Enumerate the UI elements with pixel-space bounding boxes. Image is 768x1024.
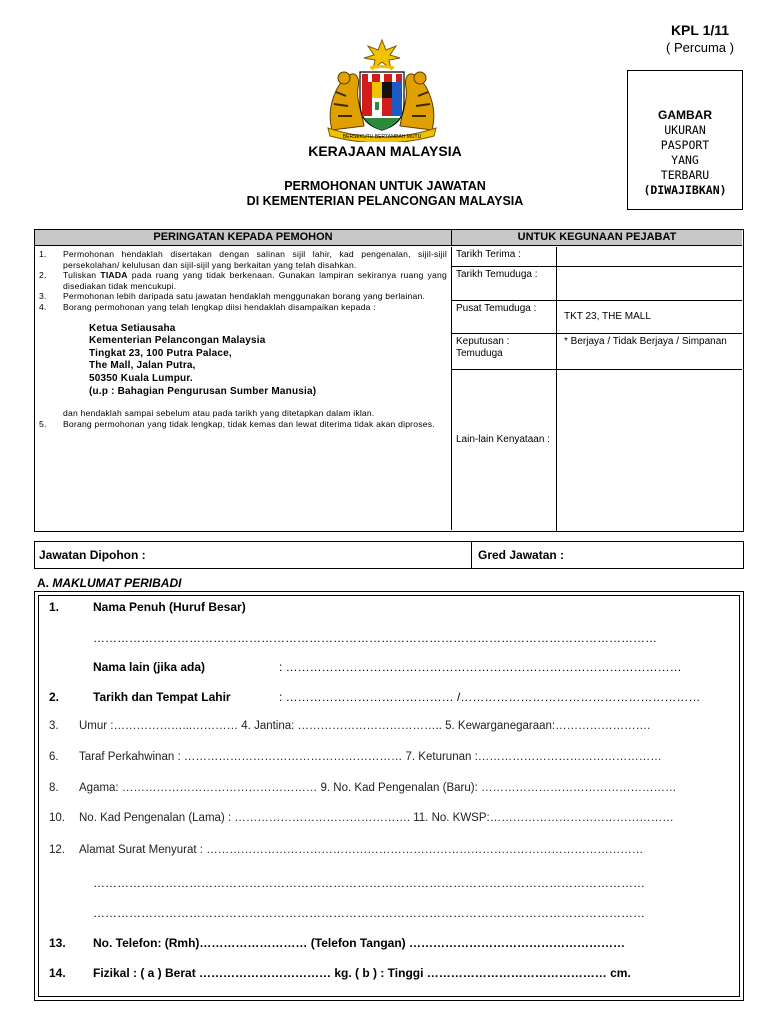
crest-motto: BERSEKUTU BERTAMBAH MUTU xyxy=(342,134,422,140)
photo-box-line4: YANG xyxy=(671,153,699,167)
warning-text: pada ruang yang tidak berkenaan. Gunakan lampiran sekiranya ruang yang disediakan tidak mencukupi. xyxy=(63,270,447,291)
section-a-title: MAKLUMAT PERIBADI xyxy=(52,576,182,590)
warning-text: Borang permohonan yang tidak lengkap, tidak kemas dan lewat diterima tidak akan diproses. xyxy=(63,418,435,429)
full-name-label: Nama Penuh (Huruf Besar) xyxy=(93,600,246,614)
photo-box-line3: PASPORT xyxy=(660,138,710,152)
form-title-line2: DI KEMENTERIAN PELANCONGAN MALAYSIA xyxy=(246,194,524,208)
address-line: Kementerian Pelancongan Malaysia xyxy=(89,335,266,347)
decision-label: Keputusan : Temuduga xyxy=(452,334,557,369)
warnings-heading: PERINGATAN KEPADA PEMOHON xyxy=(35,230,452,246)
warning-item xyxy=(39,270,447,291)
warning-emphasis: TIADA xyxy=(100,270,128,281)
field-number: 3. xyxy=(49,720,59,732)
form-note: ( Percuma ) xyxy=(666,40,734,55)
personal-info-inner xyxy=(38,595,740,997)
interview-date-field[interactable] xyxy=(558,267,742,300)
warnings-list xyxy=(35,247,452,530)
post-applied-field[interactable] xyxy=(35,542,472,568)
field-number: 14. xyxy=(49,966,66,980)
other-name-field[interactable]: : ……………………………………………………………………………………… xyxy=(279,660,682,674)
warning-num: 2. xyxy=(39,270,47,281)
passport-photo-box[interactable] xyxy=(627,70,743,210)
form-title-line1: PERMOHONAN UNTUK JAWATAN xyxy=(284,179,486,193)
mailing-address-line2[interactable]: ………………………………………………………………………………………………………………………… xyxy=(93,876,645,890)
field-number: 12. xyxy=(49,844,65,856)
form-title xyxy=(150,179,620,209)
field-number: 8. xyxy=(49,782,59,794)
field-number: 13. xyxy=(49,936,66,950)
office-row-remarks xyxy=(452,370,742,531)
warning-office-table xyxy=(34,229,744,532)
field-number: 10. xyxy=(49,812,65,824)
office-row-received xyxy=(452,247,742,267)
office-row-interview-center xyxy=(452,301,742,334)
warning-item xyxy=(39,419,447,430)
address-line: Tingkat 23, 100 Putra Palace, xyxy=(89,347,232,359)
warning-text: Permohonan hendaklah disertakan dengan salinan sijil lahir, kad pengenalan, sijil-sijil persekolahan/ kelulusan dan sijil-sijil yang berkaitan yang telah disahkan. xyxy=(63,249,447,270)
warning-item xyxy=(39,291,447,302)
photo-box-line6: (DIWAJIBKAN) xyxy=(643,183,727,197)
photo-box-line2: UKURAN xyxy=(664,123,706,137)
full-name-field[interactable]: …………………………………………………………………………………………………………………………… xyxy=(93,631,657,645)
photo-box-line1: GAMBAR xyxy=(658,108,712,122)
marital-status-race-field[interactable]: Taraf Perkahwinan : ………………………………………………… 7. Keturunan :………………………………………… xyxy=(79,751,662,763)
mailing-address-field[interactable]: Alamat Surat Menyurat : …………………………………………………………………………………………………… xyxy=(79,844,644,856)
office-row-decision xyxy=(452,334,742,370)
form-code: KPL 1/11 xyxy=(670,22,730,38)
warning-text: dan hendaklah sampai sebelum atau pada tarikh yang ditetapkan dalam iklan. xyxy=(63,408,375,419)
birth-date-place-field[interactable]: : …………………………………… /…………………………………………………… xyxy=(279,690,701,704)
interview-date-label: Tarikh Temuduga : xyxy=(452,267,557,300)
birth-date-place-label: Tarikh dan Tempat Lahir xyxy=(93,690,231,704)
old-ic-kwsp-field[interactable]: No. Kad Pengenalan (Lama) : ………………………………………. 11. No. KWSP:………………………………………… xyxy=(79,812,674,824)
warning-item xyxy=(39,302,447,313)
field-number: 1. xyxy=(49,600,60,614)
warning-item-continuation xyxy=(39,408,447,419)
decision-field[interactable]: * Berjaya / Tidak Berjaya / Simpanan xyxy=(564,336,727,347)
received-field[interactable] xyxy=(558,247,742,266)
remarks-field[interactable] xyxy=(558,370,742,531)
section-a-heading xyxy=(37,576,181,590)
interview-center-label: Pusat Temuduga : xyxy=(452,301,557,333)
coat-of-arms-icon xyxy=(318,38,446,142)
section-a-letter: A. xyxy=(37,576,49,590)
post-applied-label: Jawatan Dipohon : xyxy=(39,548,146,562)
post-grade-label: Gred Jawatan : xyxy=(478,548,565,562)
address-line: Ketua Setiausaha xyxy=(89,322,176,334)
office-row-interview-date xyxy=(452,267,742,301)
address-line: 50350 Kuala Lumpur. xyxy=(89,372,193,384)
warning-item xyxy=(39,249,447,270)
photo-box-line5: TERBARU xyxy=(660,168,710,182)
age-gender-citizenship-field[interactable]: Umur :………………...………… 4. Jantina: ……………………………….. 5. Kewarganegaraan:……………………. xyxy=(79,720,651,732)
address-line: (u.p : Bahagian Pengurusan Sumber Manusia) xyxy=(89,385,317,397)
government-title: KERAJAAN MALAYSIA xyxy=(308,143,462,159)
phone-field[interactable]: No. Telefon: (Rmh)……………………… (Telefon Tangan) ……………………………………………… xyxy=(93,936,625,950)
warning-text: Permohonan lebih daripada satu jawatan hendaklah menggunakan borang yang berlainan. xyxy=(63,291,426,302)
warning-num: 5. xyxy=(39,418,47,429)
field-number: 2. xyxy=(49,690,60,704)
other-name-label: Nama lain (jika ada) xyxy=(93,660,206,674)
submission-address xyxy=(89,323,447,399)
address-line: The Mall, Jalan Putra, xyxy=(89,360,196,372)
warning-text: Tuliskan xyxy=(63,270,101,281)
warning-num: 3. xyxy=(39,291,47,302)
post-applied-box xyxy=(34,541,744,569)
warning-num: 1. xyxy=(39,249,47,259)
mailing-address-line3[interactable]: ………………………………………………………………………………………………………………………… xyxy=(93,906,645,920)
remarks-label: Lain-lain Kenyataan : xyxy=(452,370,557,531)
office-heading: UNTUK KEGUNAAN PEJABAT xyxy=(452,230,742,246)
warning-text: Borang permohonan yang telah lengkap diisi hendaklah disampaikan kepada : xyxy=(63,301,376,312)
interview-center-field[interactable]: TKT 23, THE MALL xyxy=(564,311,651,322)
physical-field[interactable]: Fizikal : ( a ) Berat …………………………… kg. ( b ) : Tinggi ……………………………………… cm. xyxy=(93,966,631,980)
received-label: Tarikh Terima : xyxy=(452,247,557,266)
personal-info-box xyxy=(34,591,744,1001)
post-grade-field[interactable] xyxy=(472,542,743,568)
field-number: 6. xyxy=(49,751,59,763)
warning-num: 4. xyxy=(39,301,47,312)
religion-new-ic-field[interactable]: Agama: …………………………………………… 9. No. Kad Pengenalan (Baru): …………………………………………… xyxy=(79,782,677,794)
